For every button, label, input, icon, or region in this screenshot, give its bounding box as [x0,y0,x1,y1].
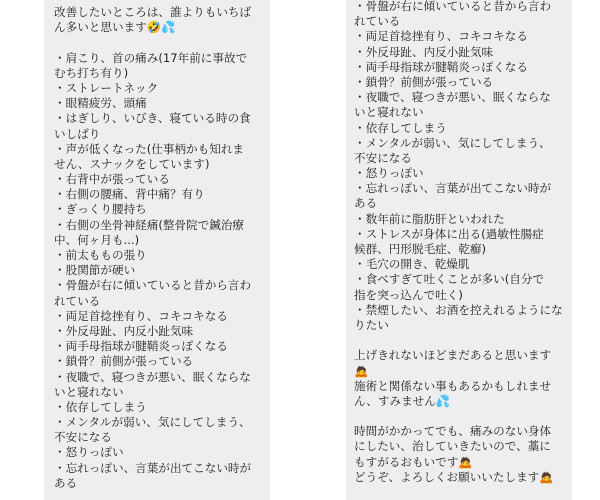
message-line: 不安になる [54,430,112,445]
message-line: ・右側の腰痛、背中痛？有り [54,187,205,202]
message-line: ・夜職で、寝つきが悪い、眠くならな [354,90,551,105]
message-text-left [54,5,261,491]
message-bubble-left [44,0,270,500]
message-line: 時間がかかってでも、痛みのない身体 [354,424,552,439]
message-line: ・両足首捻挫有り、コキコキなる [54,308,228,323]
message-line: ・ストレスが身体に出る(過敏性腸症 [354,226,544,241]
message-line: ・右側の坐骨神経痛(整骨院で鍼治療 [54,217,245,232]
message-line: 指を突っ込んで吐く) [354,287,463,302]
message-line: ある [354,196,378,211]
message-line: ・前太ももの張り [54,248,147,262]
message-line: ・外反母趾、内反小趾気味 [354,44,494,59]
message-line: ・骨盤が右に傾いていると昔から言わ [354,0,552,13]
message-line: いしばり [54,126,101,141]
message-line [354,409,564,424]
message-line [54,35,261,50]
message-line: 🙇 [354,363,369,378]
message-line: ・依存してしまう [54,399,147,414]
message-line: ・鎖骨？前側が張っている [54,354,194,369]
message-line: ・声が低くなった(仕事柄かも知れま [54,141,245,156]
message-line: ・両手母指球が腱鞘炎っぽくなる [354,59,528,74]
message-line: ・骨盤が右に傾いていると昔から言わ [54,278,252,293]
chat-screenshot-right [300,0,600,500]
message-line: ・はぎしり、いびき、寝ている時の食 [54,111,251,126]
message-line: ・依存してしまう [354,120,447,135]
message-line: ・禁煙したい、お酒を控えれるようにな [354,302,563,317]
message-line: 候群、円形脱毛症、乾癬) [354,242,487,256]
message-line: りたい [354,317,389,332]
message-line: ・数年前に脂肪肝といわれた [354,211,505,226]
message-line: ・鎖骨？前側が張っている [354,74,494,89]
message-line: いと寝れない [54,384,124,399]
message-line: 施術と関係ない事もあるかもしれませ [354,378,552,393]
message-line: ・食べすぎて吐くことが多い(自分で [354,272,545,287]
message-line: 改善したいところは、誰よりもいちば [54,5,252,19]
message-bubble-right [346,0,572,500]
message-line: 上げきれないほどまだあると思います [354,348,552,363]
message-line: ・両手母指球が腱鞘炎っぽくなる [54,339,228,354]
message-line: いと寝れない [354,105,424,120]
message-line: れている [354,14,401,29]
message-line: ・外反母趾、内反小趾気味 [54,323,194,338]
message-line: ・眼精疲労、頭痛 [54,96,147,111]
message-line: ・ぎっくり腰持ち [54,202,147,217]
message-line: ん、すみません💦 [354,393,451,408]
message-line: ・夜職で、寝つきが悪い、眠くならな [54,369,251,384]
message-line: れている [54,293,101,308]
message-line: ・毛穴の開き、乾燥肌 [354,257,470,272]
message-line: ・忘れっぽい、言葉が出てこない時が [54,460,252,475]
message-line: もすがるおもいです🙇 [354,454,473,469]
message-line: ・怒りっぽい [354,166,424,181]
message-line: 不安になる [354,150,412,165]
message-line: ・右背中が張っている [54,172,170,187]
message-line: ・メンタルが弱い、気にしてしまう、 [354,135,551,150]
message-line: ・両足首捻挫有り、コキコキなる [354,29,528,44]
message-line: せん、スナックをしています) [54,156,210,171]
message-line: ん多いと思います🤣💦 [54,20,176,35]
message-line: ・メンタルが弱い、気にしてしまう、 [54,415,251,430]
message-line: ・忘れっぽい、言葉が出てこない時が [354,181,552,196]
message-line [354,333,564,348]
message-line: むち打ち有り) [54,65,129,80]
message-line: どうぞ、よろしくお願いいたします🙇 [354,469,554,484]
message-line: 中、何ヶ月も...) [54,232,140,247]
message-line: にしたい、治していきたいので、藁に [354,439,551,454]
message-line: ・股関節が硬い [54,263,136,278]
message-line: ある [54,475,78,490]
message-text-right [354,0,564,485]
message-line: ・肩こり、首の痛み(17年前に事故で [54,50,248,65]
message-line: ・ストレートネック [54,80,159,95]
message-line: ・怒りっぽい [54,445,124,460]
